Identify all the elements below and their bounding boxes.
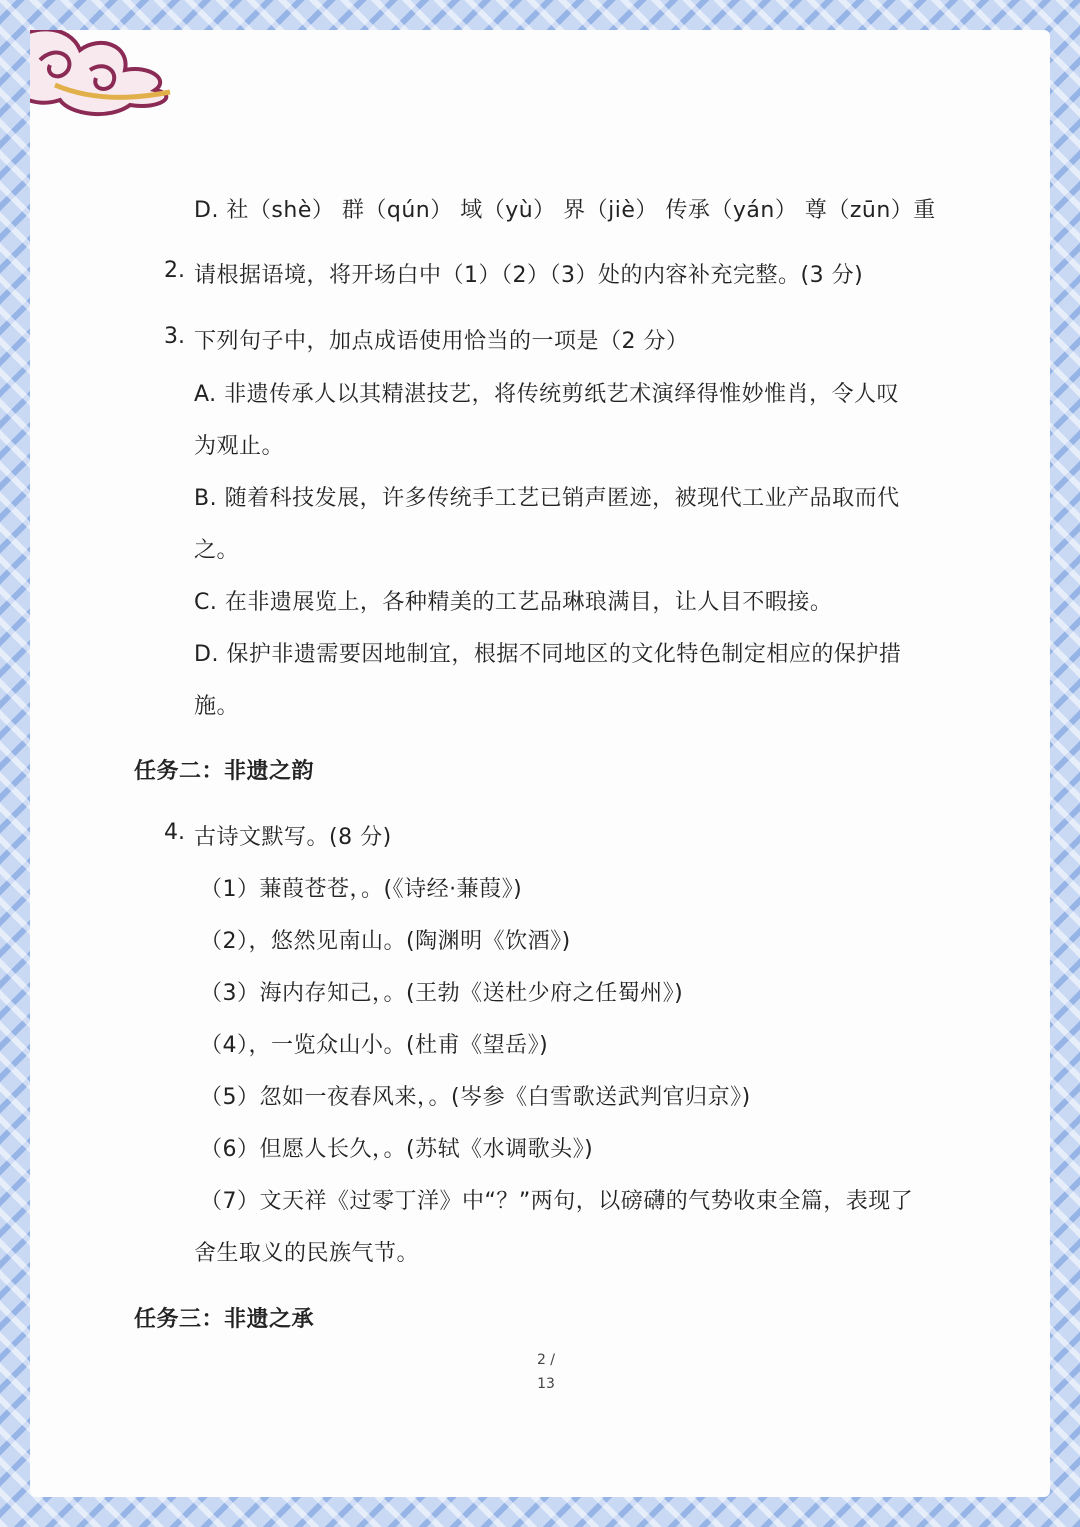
q3-option-b-line2: 之。 — [194, 538, 240, 563]
q4-item-7-line2: 舍生取义的民族气节。 — [194, 1241, 420, 1266]
page-number — [516, 1348, 576, 1396]
q3-option-d-line2: 施。 — [194, 694, 240, 719]
task2-heading: 任务二：非遗之韵 — [134, 759, 315, 784]
q4-item-4: （4），一览众山小。(杜甫《望岳》) — [200, 1033, 549, 1058]
page-total: 13 — [537, 1376, 555, 1392]
q4-item-6: （6）但愿人长久，。(苏轼《水调歌头》) — [200, 1137, 594, 1162]
q4-text: 古诗文默写。(8 分) — [194, 825, 392, 850]
q4-item-3: （3）海内存知己，。(王勃《送杜少府之任蜀州》) — [200, 981, 684, 1006]
q2-number: 2. — [164, 258, 185, 283]
task3-heading: 任务三：非遗之承 — [134, 1307, 315, 1332]
q3-text: 下列句子中，加点成语使用恰当的一项是（2 分） — [194, 329, 689, 354]
q4-item-5: （5）忽如一夜春风来，。(岑参《白雪歌送武判官归京》) — [200, 1085, 751, 1110]
document-page — [30, 30, 1050, 1497]
q4-number: 4. — [164, 820, 185, 845]
q3-option-a-line2: 为观止。 — [194, 434, 285, 459]
q4-item-1: （1）蒹葭苍苍，。(《诗经·蒹葭》) — [200, 877, 523, 902]
document-content — [30, 30, 1050, 1497]
q3-option-d-line1: D. 保护非遗需要因地制宜，根据不同地区的文化特色制定相应的保护措 — [194, 642, 902, 667]
q4-item-7-line1: （7）文天祥《过零丁洋》中“？”两句，以磅礴的气势收束全篇，表现了 — [200, 1189, 914, 1214]
q3-option-c: C. 在非遗展览上，各种精美的工艺品琳琅满目，让人目不暇接。 — [194, 590, 833, 615]
q4-item-2: （2），悠然见南山。(陶渊明《饮酒》) — [200, 929, 571, 954]
page-current: 2 / — [536, 1352, 556, 1368]
q2-text: 请根据语境，将开场白中（1）（2）（3）处的内容补充完整。(3 分) — [194, 263, 864, 288]
q1-option-d: D. 社（shè） 群（qún） 域（yù） 界（jiè） 传承（yán） 尊（zūn）重 — [194, 198, 936, 223]
q3-number: 3. — [164, 324, 185, 349]
q3-option-b-line1: B. 随着科技发展，许多传统手工艺已销声匿迹，被现代工业产品取而代 — [194, 486, 900, 511]
q3-option-a-line1: A. 非遗传承人以其精湛技艺，将传统剪纸艺术演绎得惟妙惟肖，令人叹 — [194, 382, 900, 407]
